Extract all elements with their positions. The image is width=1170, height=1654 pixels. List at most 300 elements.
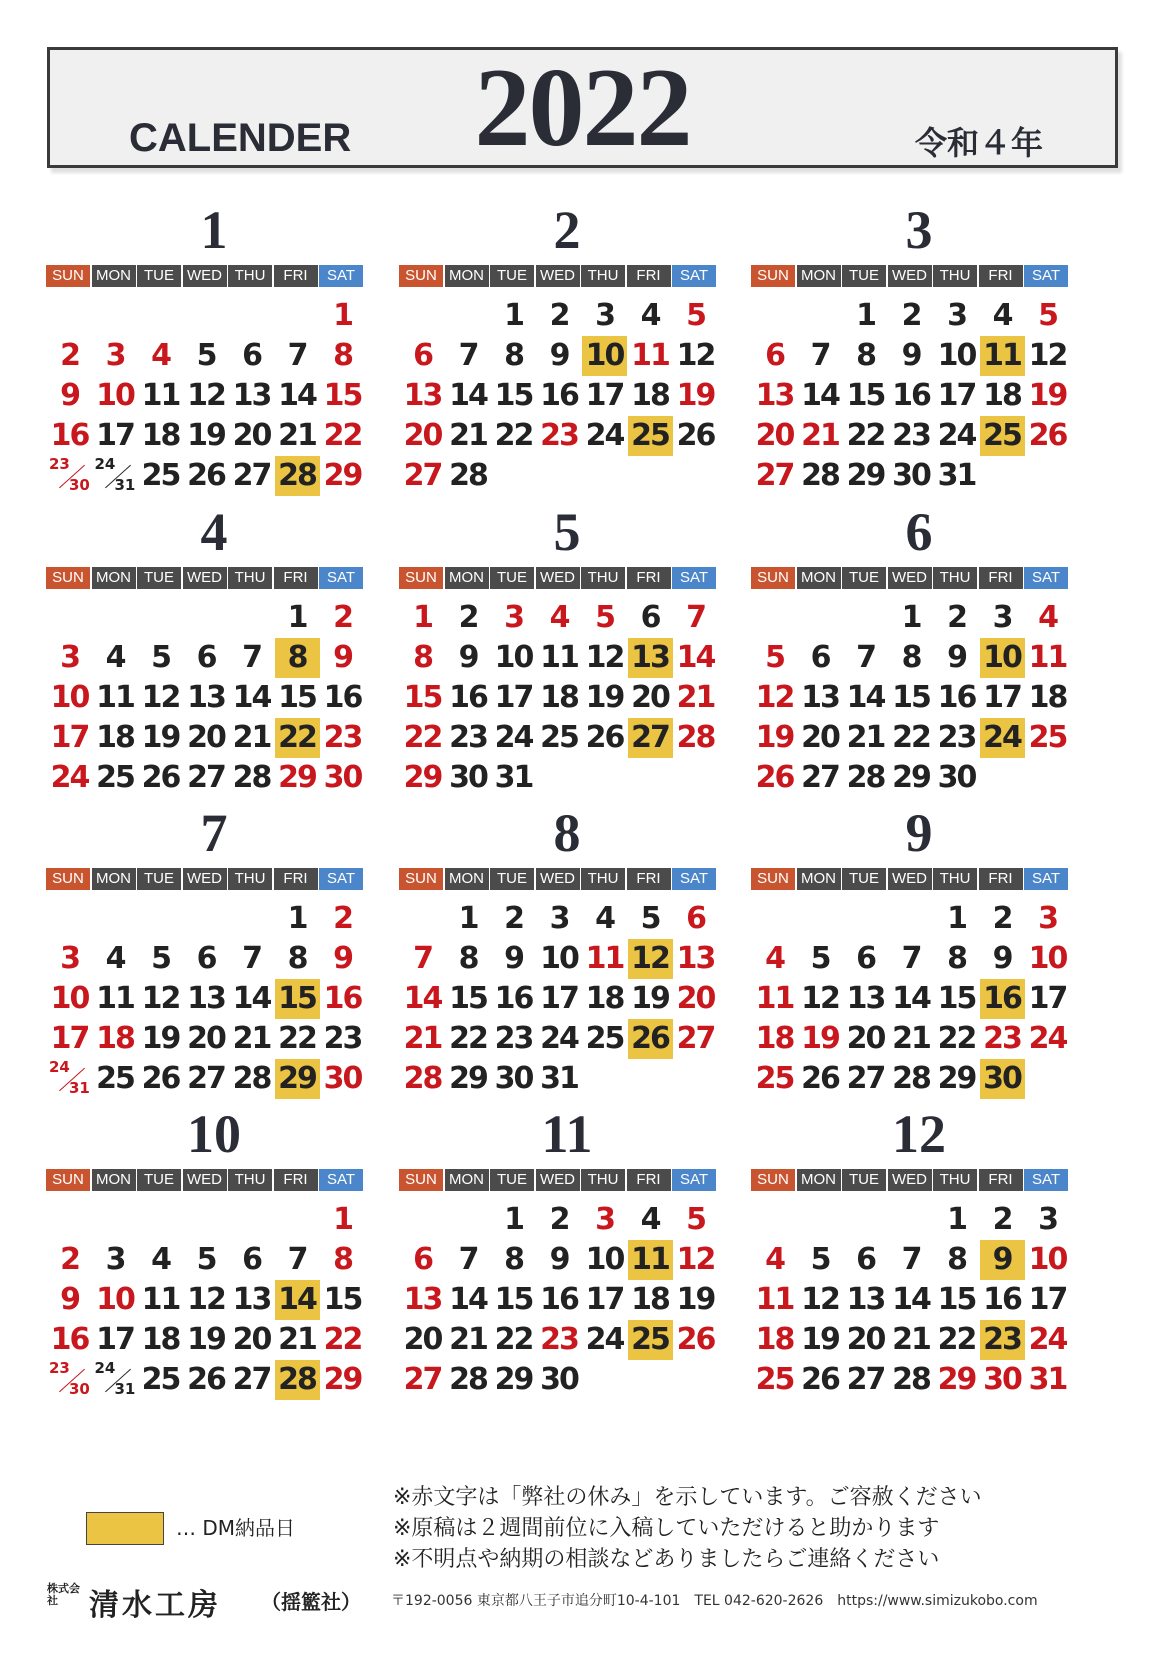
day-cell: 8 [947,941,966,976]
weekday-header [47,265,381,287]
day-cell: 7 [242,640,261,675]
day-cell: 6 [856,941,875,976]
weekday-sat: SAT [319,1169,363,1191]
day-cell: 15 [846,378,885,413]
day-cell: 23 [494,1021,533,1056]
weekday-fri: FRI [274,567,318,589]
weekday-thu: THU [933,567,977,589]
day-cell: 2 [549,1202,569,1237]
day-number: 24 [94,455,116,473]
day-cell: 16 [937,680,976,715]
day-cell: 20 [403,1322,442,1357]
day-cell: 4 [105,640,125,675]
day-cell-dm: 26 [628,1019,673,1059]
day-cell: 8 [504,1242,523,1277]
day-cell-dm: 23 [980,1320,1025,1360]
day-cell: 11 [631,338,669,373]
weekday-thu: THU [228,1169,272,1191]
day-cell: 21 [403,1021,442,1056]
weekday-sat: SAT [672,1169,716,1191]
weekday-sun: SUN [751,265,795,287]
day-cell-dm: 25 [628,1320,673,1360]
day-cell: 6 [413,338,432,373]
day-cell: 5 [810,1242,830,1277]
day-cell-dm: 13 [628,638,673,678]
day-cell: 18 [755,1322,794,1357]
weekday-tue: TUE [137,868,181,890]
day-cell: 15 [937,1282,976,1317]
day-cell: 6 [196,640,216,675]
weekday-tue: TUE [137,1169,181,1191]
day-number: 24 [49,1058,70,1076]
month-11 [400,1104,734,1404]
month-7 [47,803,381,1103]
day-cell: 22 [892,720,930,755]
day-cell: 14 [676,640,715,675]
day-number: 23 [49,1359,70,1377]
day-cell: 27 [232,458,271,493]
month-number: 11 [541,1104,593,1164]
day-cell: 3 [1038,901,1057,936]
day-cell: 5 [686,298,705,333]
day-cell: 29 [494,1362,533,1397]
weekday-fri: FRI [274,265,318,287]
month-5 [400,502,734,802]
day-cell: 10 [540,941,578,976]
day-cell: 10 [96,1282,134,1317]
day-cell: 24 [494,720,533,755]
day-cell: 28 [449,1362,487,1397]
day-cell: 12 [676,338,715,373]
weekday-thu: THU [933,868,977,890]
day-cell: 3 [105,338,125,373]
day-cell: 16 [323,680,362,715]
month-10 [47,1104,381,1404]
day-cell: 21 [232,720,271,755]
day-cell: 7 [458,338,478,373]
day-cell: 19 [585,680,624,715]
note-holidays: ※赤文字は「弊社の休み」を示しています。ご容赦ください [393,1485,982,1510]
day-cell: 13 [403,1282,442,1317]
company-address: 〒192-0056 東京都八王子市追分町10-4-101 TEL 042-620-2626 https://www.simizukobo.com [391,1593,1038,1609]
day-number: 23 [49,455,70,473]
day-cell: 19 [141,1021,180,1056]
day-cell: 22 [846,418,885,453]
day-cell: 21 [232,1021,271,1056]
day-cell: 12 [141,981,180,1016]
day-cell-dm: 11 [628,1240,673,1280]
day-cell: 22 [494,1322,533,1357]
weekday-sun: SUN [751,567,795,589]
day-cell: 22 [449,1021,487,1056]
weekday-sat: SAT [319,868,363,890]
day-cell: 3 [504,600,523,635]
day-cell: 21 [892,1322,930,1357]
day-cell: 19 [1028,378,1067,413]
day-cell: 5 [765,640,784,675]
notes [393,1482,982,1575]
day-cell: 11 [755,1282,794,1317]
weekday-wed: WED [888,1169,932,1191]
day-cell: 17 [585,378,624,413]
weekday-sun: SUN [46,265,90,287]
day-cell: 15 [403,680,442,715]
day-cell: 21 [801,418,839,453]
day-cell: 29 [449,1061,487,1096]
day-cell: 27 [676,1021,715,1056]
day-cell: 28 [892,1061,930,1096]
company-name: 清水工房 [89,1588,221,1623]
day-cell: 10 [1028,1242,1067,1277]
day-cell: 10 [937,338,976,373]
weekday-fri: FRI [627,265,671,287]
month-3 [752,200,1086,500]
day-cell: 26 [801,1061,839,1096]
weekday-thu: THU [581,868,625,890]
weekday-mon: MON [797,868,841,890]
weekday-sat: SAT [672,265,716,287]
day-cell-dm: 15 [275,979,320,1019]
day-cell: 14 [892,981,930,1016]
weekday-wed: WED [183,868,227,890]
day-cell: 2 [60,1242,79,1277]
day-cell: 1 [458,901,478,936]
day-cell: 22 [494,418,533,453]
day-cell: 30 [983,1362,1021,1397]
day-cell: 7 [287,1242,307,1277]
day-cell: 27 [801,760,839,795]
day-cell: 26 [187,458,225,493]
day-cell: 11 [755,981,794,1016]
day-cell: 26 [187,1362,225,1397]
weekday-mon: MON [92,567,136,589]
day-cell: 12 [141,680,180,715]
day-cell: 19 [631,981,669,1016]
day-cell: 15 [323,378,362,413]
day-cell: 19 [801,1021,839,1056]
weekday-header [752,567,1086,589]
day-cell-dm: 14 [275,1280,320,1320]
day-cell: 25 [96,760,134,795]
day-cell: 18 [755,1021,794,1056]
weekday-sun: SUN [399,567,443,589]
day-cell: 17 [937,378,976,413]
day-cell: 18 [540,680,578,715]
weekday-tue: TUE [842,265,886,287]
month-8 [400,803,734,1103]
day-cell: 14 [232,981,271,1016]
day-cell: 23 [323,1021,362,1056]
day-number: 31 [114,1380,136,1398]
day-cell: 17 [983,680,1021,715]
day-cell: 17 [96,418,134,453]
weekday-header [752,265,1086,287]
weekday-sat: SAT [319,265,363,287]
day-cell-dm: 11 [980,336,1025,376]
day-cell: 13 [187,981,225,1016]
day-cell: 3 [549,901,569,936]
day-cell: 9 [333,640,352,675]
dm-legend-swatch [86,1512,164,1545]
day-cell: 22 [323,418,362,453]
weekday-header [400,1169,734,1191]
month-number: 9 [905,803,933,863]
day-cell: 1 [287,901,307,936]
weekday-sat: SAT [1024,1169,1068,1191]
era-year: 令和４年 [914,124,1043,162]
day-cell: 14 [846,680,885,715]
day-cell: 9 [504,941,523,976]
month-2 [400,200,734,500]
day-cell: 22 [937,1021,976,1056]
weekday-fri: FRI [627,868,671,890]
day-cell: 1 [947,901,966,936]
day-cell: 13 [846,1282,885,1317]
day-cell: 27 [187,1061,225,1096]
day-cell: 29 [323,458,362,493]
day-cell: 16 [449,680,487,715]
day-cell: 20 [846,1021,885,1056]
weekday-sun: SUN [399,1169,443,1191]
day-cell: 11 [96,981,134,1016]
weekday-sat: SAT [1024,868,1068,890]
day-cell: 20 [846,1322,885,1357]
day-cell: 30 [937,760,976,795]
day-cell: 15 [449,981,487,1016]
weekday-tue: TUE [137,265,181,287]
weekday-sat: SAT [672,567,716,589]
day-cell: 7 [242,941,261,976]
day-cell: 17 [585,1282,624,1317]
day-cell-dm: 28 [275,1360,320,1400]
day-cell: 3 [1038,1202,1057,1237]
day-cell: 24 [585,418,624,453]
day-cell: 20 [676,981,715,1016]
day-cell: 17 [1028,981,1067,1016]
day-cell: 2 [60,338,79,373]
day-cell: 28 [676,720,715,755]
day-cell: 8 [856,338,875,373]
day-cell: 27 [846,1061,885,1096]
day-number: 30 [69,476,90,494]
weekday-mon: MON [797,567,841,589]
weekday-sat: SAT [1024,265,1068,287]
day-cell: 23 [937,720,976,755]
day-cell: 21 [676,680,715,715]
day-cell: 8 [413,640,432,675]
month-number: 8 [553,803,581,863]
day-cell: 8 [458,941,478,976]
weekday-mon: MON [445,1169,489,1191]
weekday-sun: SUN [46,567,90,589]
day-cell: 13 [232,1282,271,1317]
day-cell: 15 [278,680,316,715]
weekday-thu: THU [228,868,272,890]
day-cell: 7 [413,941,432,976]
weekday-thu: THU [581,265,625,287]
day-cell: 30 [540,1362,578,1397]
day-cell: 7 [686,600,705,635]
day-cell: 6 [686,901,705,936]
day-cell: 1 [856,298,875,333]
day-cell: 7 [901,1242,921,1277]
day-cell: 5 [151,640,170,675]
day-cell: 14 [232,680,271,715]
day-cell: 14 [892,1282,930,1317]
day-cell: 19 [676,1282,715,1317]
day-cell: 28 [232,1061,271,1096]
day-cell-dm: 12 [628,939,673,979]
day-cell: 31 [494,760,533,795]
day-cell: 23 [449,720,487,755]
day-cell: 9 [549,338,569,373]
day-cell: 13 [755,378,794,413]
day-cell: 6 [242,1242,261,1277]
weekday-thu: THU [228,567,272,589]
day-cell: 9 [60,378,79,413]
day-cell: 6 [640,600,660,635]
weekday-mon: MON [797,1169,841,1191]
weekday-fri: FRI [627,567,671,589]
day-cell: 3 [992,600,1012,635]
day-cell-dm: 28 [275,456,320,496]
day-cell: 19 [801,1322,839,1357]
day-cell: 26 [676,1322,715,1357]
weekday-thu: THU [933,265,977,287]
day-cell: 18 [141,418,180,453]
day-cell: 19 [187,1322,225,1357]
day-cell: 27 [403,1362,442,1397]
day-cell: 13 [187,680,225,715]
day-cell: 31 [937,458,976,493]
day-cell-dm: 10 [980,638,1025,678]
day-number: 31 [114,476,136,494]
day-cell: 9 [549,1242,569,1277]
weekday-thu: THU [933,1169,977,1191]
day-cell: 6 [413,1242,432,1277]
day-cell: 24 [585,1322,624,1357]
day-cell: 5 [686,1202,705,1237]
day-cell: 30 [323,760,362,795]
day-cell: 29 [846,458,885,493]
day-cell: 20 [187,720,225,755]
month-number: 6 [905,502,933,562]
weekday-wed: WED [536,1169,580,1191]
day-cell: 6 [810,640,830,675]
day-cell: 27 [755,458,794,493]
day-cell: 3 [60,941,79,976]
day-cell: 19 [676,378,715,413]
day-cell: 30 [494,1061,533,1096]
day-cell: 22 [403,720,442,755]
day-cell: 25 [96,1061,134,1096]
day-cell: 7 [458,1242,478,1277]
day-number: 30 [69,1380,90,1398]
day-cell: 18 [141,1322,180,1357]
day-cell: 8 [333,1242,352,1277]
day-cell: 2 [549,298,569,333]
day-cell: 25 [141,458,180,493]
day-cell: 21 [449,418,487,453]
day-cell: 5 [196,1242,216,1277]
day-cell: 23 [323,720,362,755]
day-cell: 4 [640,298,660,333]
day-cell: 18 [96,1021,134,1056]
weekday-header [400,265,734,287]
day-cell: 4 [765,941,784,976]
day-cell: 20 [232,1322,271,1357]
day-cell: 7 [901,941,921,976]
month-number: 1 [200,200,228,260]
day-cell: 2 [504,901,523,936]
day-cell: 12 [187,378,225,413]
day-cell: 21 [892,1021,930,1056]
day-cell: 1 [333,1202,352,1237]
day-cell: 16 [540,378,578,413]
weekday-header [47,868,381,890]
weekday-header [400,567,734,589]
day-cell: 20 [631,680,669,715]
day-cell: 18 [983,378,1021,413]
day-cell: 16 [50,1322,89,1357]
day-cell: 23 [983,1021,1021,1056]
weekday-tue: TUE [137,567,181,589]
day-cell: 22 [323,1322,362,1357]
day-cell: 28 [892,1362,930,1397]
day-cell: 14 [801,378,839,413]
day-cell-dm: 27 [628,718,673,758]
day-cell: 16 [494,981,533,1016]
note-contact: ※不明点や納期の相談などありましたらご連絡ください [393,1547,940,1572]
day-cell: 9 [333,941,352,976]
day-cell: 8 [504,338,523,373]
weekday-sun: SUN [751,1169,795,1191]
day-cell: 13 [232,378,271,413]
day-cell: 4 [765,1242,784,1277]
day-cell: 17 [494,680,533,715]
day-cell: 12 [1028,338,1067,373]
day-cell: 29 [278,760,316,795]
day-cell: 19 [755,720,794,755]
day-cell: 5 [196,338,216,373]
day-cell: 11 [1028,640,1067,675]
day-cell: 26 [1028,418,1067,453]
day-number: 31 [69,1079,90,1097]
day-cell-dm: 22 [275,718,320,758]
day-cell-combined [93,456,138,496]
day-cell: 6 [765,338,784,373]
weekday-header [752,868,1086,890]
weekday-header [47,567,381,589]
day-cell: 4 [595,901,614,936]
day-cell: 1 [413,600,432,635]
weekday-fri: FRI [274,868,318,890]
month-number: 12 [892,1104,946,1164]
day-cell: 25 [755,1362,794,1397]
weekday-mon: MON [92,1169,136,1191]
month-number: 5 [553,502,581,562]
day-cell: 15 [937,981,976,1016]
weekday-tue: TUE [490,265,534,287]
weekday-sun: SUN [46,1169,90,1191]
day-cell: 17 [1028,1282,1067,1317]
weekday-tue: TUE [490,868,534,890]
month-9 [752,803,1086,1103]
day-cell: 28 [403,1061,442,1096]
day-cell: 5 [810,941,830,976]
day-cell-dm: 29 [275,1059,320,1099]
weekday-tue: TUE [842,567,886,589]
